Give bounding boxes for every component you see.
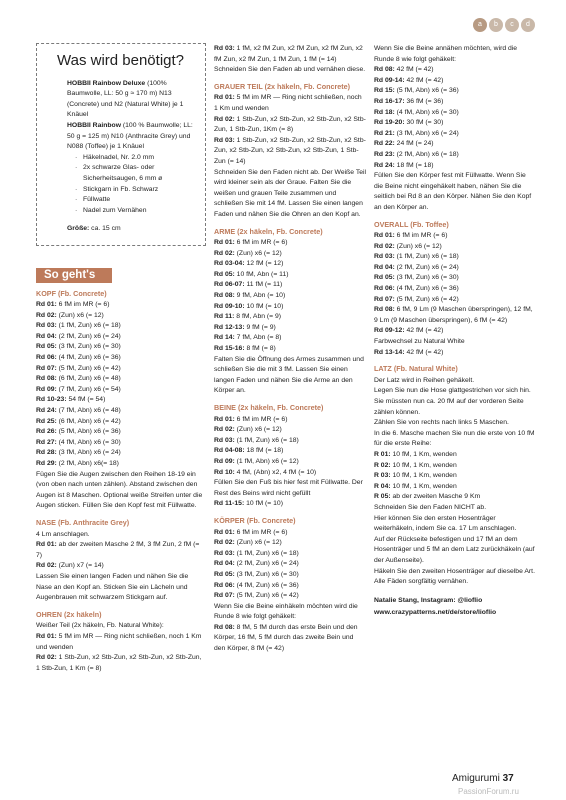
pattern-round: Rd 08: 6 fM, 9 Lm (9 Maschen überspringen), 12 fM, 9 Lm (9 Maschen überspringen), 6 fM (= 42)	[374, 306, 533, 324]
section-heading: KÖRPER (Fb. Concrete)	[214, 515, 296, 525]
instruction-text: Füllen Sie den Körper fest mit Füllwatte. Wenn Sie die Beine nicht eingehäkelt haben, nähen Sie die seitlich bei Rd 8 an den Körper. Nähen Sie den Kopf an den Körper an.	[374, 172, 532, 211]
material-item: · Häkelnadel, Nr. 2.0 mm	[75, 153, 195, 164]
page-dot: b	[489, 18, 503, 32]
pattern-round: Rd 06: (4 fM, Zun) x6 (= 36)	[36, 354, 121, 362]
pattern-round: Rd 10-23: 54 fM (= 54)	[36, 396, 106, 404]
pattern-round: Rd 02: (Zun) x7 (= 14)	[36, 562, 104, 570]
material-item: · Füllwatte	[75, 195, 195, 206]
pattern-round: Rd 09-14: 42 fM (= 42)	[374, 76, 444, 84]
instruction-text: Füllen Sie den Fuß bis hier fest mit Füllwatte. Der Rest des Beins wird nicht gefüllt	[214, 479, 363, 497]
pattern-round: Rd 07: (5 fM, Zun) x6 (= 42)	[214, 592, 299, 600]
material-paragraph-2: HOBBII Rainbow (100 % Baumwolle; LL: 50 g = 125 m) N10 (Anthracite Grey) und N088 (Toffee) je 1 Knäuel	[67, 121, 193, 151]
section-heading: BEINE (2x häkeln, Fb. Concrete)	[214, 403, 324, 412]
pattern-round: Rd 04-08: 18 fM (= 18)	[214, 447, 284, 455]
pattern-round: Rd 05: (3 fM, Zun) x6 (= 30)	[374, 274, 459, 282]
material-item: · Stickgarn in Fb. Schwarz	[75, 185, 195, 196]
section-heading: OVERALL (Fb. Toffee)	[374, 219, 449, 229]
instruction-text: Falten Sie die Öffnung des Armes zusammen und schließen Sie die mit 3 fM. Lassen Sie einen langen Faden und nähen Sie die Arme an den Körper an.	[214, 355, 364, 395]
pattern-round: Rd 07: (5 fM, Zun) x6 (= 42)	[374, 295, 459, 303]
pattern-round: Rd 04: (2 fM, Zun) x6 (= 24)	[374, 263, 459, 271]
pattern-round: Rd 27: (4 fM, Abn) x6 (= 30)	[36, 438, 121, 446]
pattern-round: R 01: 10 fM, 1 Km, wenden	[374, 450, 457, 458]
pattern-round: Rd 01: 6 fM im MR (= 6)	[374, 232, 448, 240]
pattern-round: Rd 24: 18 fM (= 18)	[374, 161, 434, 169]
pattern-round: Rd 03: (1 fM, Zun) x6 (= 18)	[36, 322, 121, 330]
pattern-round: Rd 07: (5 fM, Zun) x6 (= 42)	[36, 364, 121, 372]
pattern-round: Rd 02: 1 Stb-Zun, x2 Stb-Zun, x2 Stb-Zun, x2 Stb-Zun, 1 Stb-Zun, 1 Km (= 8)	[36, 654, 202, 672]
pattern-round: R 03: 10 fM, 1 Km, wenden	[374, 472, 457, 480]
author-credit: Natalie Stang, Instagram: @lioflio	[374, 596, 483, 604]
pattern-round: Rd 03: (1 fM, Zun) x6 (= 18)	[214, 549, 299, 557]
column-2	[214, 44, 366, 655]
instruction-text: Auf der Rückseite befestigen und 17 fM an dem Hosenträger und 5 fM an dem Latz zurückhäkeln (auf der Außenseite).	[374, 535, 535, 564]
pattern-round: Rd 01: 6 fM im MR (= 6)	[214, 415, 288, 423]
pattern-round: Rd 16-17: 36 fM (= 36)	[374, 97, 444, 105]
pattern-round: Rd 05: (3 fM, Zun) x6 (= 30)	[36, 343, 121, 351]
instruction-text: Hier können Sie den ersten Hosenträger weiterhäkeln, indem Sie ca. 17 Lm anschlagen.	[374, 514, 517, 533]
pattern-round: Rd 03: 1 fM, x2 fM Zun, x2 fM Zun, x2 fM Zun, x2 fM Zun, x2 fM Zun, 1 fM Zun, 1 fM (= 14)	[214, 45, 363, 63]
pattern-round: Rd 24: (7 fM, Abn) x6 (= 48)	[36, 407, 121, 415]
instruction-text: 4 Lm anschlagen.	[36, 530, 90, 538]
pattern-round: R 02: 10 fM, 1 Km, wenden	[374, 461, 457, 469]
page-dot: a	[473, 18, 487, 32]
instruction-text: Der Latz wird in Reihen gehäkelt.	[374, 376, 475, 384]
instruction-text: Farbwechsel zu Natural White	[374, 338, 465, 346]
instruction-text: Lassen Sie einen langen Faden und nähen Sie die Nase an den Kopf an. Sticken Sie ein Lächeln und Augenbrauen mit schwarzem Stickgarn auf.	[36, 572, 189, 602]
pattern-round: Rd 02: (Zun) x6 (= 12)	[214, 539, 282, 547]
pattern-round: Rd 09: (1 fM, Abn) x6 (= 12)	[214, 457, 299, 465]
magazine-name: Amigurumi	[452, 773, 500, 784]
section-heading: KOPF (Fb. Concrete)	[36, 288, 107, 298]
pattern-round: Rd 28: (3 fM, Abn) x6 (= 24)	[36, 449, 121, 457]
materials-box	[36, 43, 206, 246]
column-3-content	[374, 44, 536, 588]
pattern-round: Rd 09: (7 fM, Zun) x6 (= 54)	[36, 385, 121, 393]
section-heading: ARME (2x häkeln, Fb. Concrete)	[214, 226, 323, 236]
column-1	[36, 43, 206, 674]
size-info: Größe: ca. 15 cm	[67, 225, 121, 233]
pattern-round: Rd 22: 24 fM (= 24)	[374, 140, 434, 148]
instruction-text: Schneiden Sie den Faden ab und vernähen diese.	[214, 66, 366, 74]
pattern-round: Rd 11: 8 fM, Abn (= 9)	[214, 313, 282, 321]
pattern-round: Rd 01: 5 fM im MR — Ring nicht schließen, noch 1 Km und wenden	[214, 94, 362, 112]
instruction-text: Wenn Sie die Beine einhäkeln möchten wird die Runde 8 wie folgt gehäkelt:	[214, 602, 358, 621]
pattern-round: Rd 15-16: 8 fM (= 8)	[214, 345, 276, 353]
instruction-text: In die 6. Masche machen Sie nun die erste von 10 fM für die erste Reihe:	[374, 429, 535, 448]
instruction-text: Weißer Teil (2x häkeln, Fb. Natural White):	[36, 622, 164, 630]
pattern-round: Rd 21: (3 fM, Abn) x6 (= 24)	[374, 129, 459, 137]
pattern-round: Rd 01: 6 fM im MR (= 6)	[214, 239, 288, 247]
instruction-text: Alle Fäden sorgfältig vernähen.	[374, 578, 469, 586]
pattern-round: Rd 08: 8 fM, 5 fM durch das erste Bein und den Körper, 16 fM, 5 fM durch das zweite Bein und den Körper, 8 fM (= 42)	[214, 623, 358, 653]
pattern-round: Rd 03-04: 12 fM (= 12)	[214, 260, 284, 268]
pattern-round: Rd 10: 4 fM, (Abn) x2, 4 fM (= 10)	[214, 468, 317, 476]
section-heading: GRAUER TEIL (2x häkeln, Fb. Concrete)	[214, 81, 351, 91]
page-indicator-dots	[473, 18, 535, 32]
author-link[interactable]: www.crazypatterns.net/de/store/lioflio	[374, 609, 497, 617]
instruction-text: Fügen Sie die Augen zwischen den Reihen 18-19 ein (von oben nach unten zählen). Abstand zwischen den Augen ist 8 Maschen. Optional weiße Streifen unter die Augen sticken. Füllen Sie den Kopf fest mit Füllwatte.	[36, 470, 203, 510]
pattern-round: Rd 06: (4 fM, Zun) x6 (= 36)	[214, 581, 299, 589]
column-1-content	[36, 289, 206, 675]
instruction-text: Häkeln Sie den zweiten Hosenträger auf dieselbe Art.	[374, 567, 535, 575]
pattern-round: Rd 06-07: 11 fM (= 11)	[214, 281, 283, 289]
pattern-round: Rd 01: 6 fM im MR (= 6)	[36, 301, 110, 309]
pattern-round: Rd 29: (2 fM, Abn) x6(= 18)	[36, 460, 119, 467]
pattern-round: Rd 09-12: 42 fM (= 42)	[374, 327, 444, 335]
pattern-round: Rd 12-13: 9 fM (= 9)	[214, 323, 276, 331]
pattern-round: Rd 08: 42 fM (= 42)	[374, 66, 434, 74]
material-item: · 2x schwarze Glas- oder Sicherheitsaugen, 6 mm ø	[75, 163, 195, 184]
watermark: PassionForum.ru	[458, 787, 519, 796]
pattern-round: Rd 01: ab der zweiten Masche 2 fM, 3 fM Zun, 2 fM (= 7)	[36, 541, 200, 559]
materials-list	[67, 153, 195, 217]
pattern-round: Rd 11-15: 10 fM (= 10)	[214, 500, 283, 508]
instruction-text: Schneiden Sie den Faden NICHT ab.	[374, 503, 487, 511]
instruction-text: Legen Sie nun die Hose glattgestrichen vor sich hin. Sie müssten nun ca. 20 fM auf der vorderen Seite zählen können.	[374, 387, 531, 416]
material-item: · Nadel zum Vernähen	[75, 206, 195, 217]
pattern-round: Rd 03: 1 Stb-Zun, x2 Stb-Zun, x2 Stb-Zun, x2 Stb-Zun, x2 Stb-Zun, x2 Stb-Zun, x2 Stb-Zun, 1 Stb-Zun (= 14)	[214, 136, 366, 165]
pattern-round: Rd 14: 7 fM, Abn (= 8)	[214, 334, 282, 342]
pattern-round: Rd 02: (Zun) x6 (= 12)	[214, 426, 282, 434]
pattern-round: Rd 05: (3 fM, Zun) x6 (= 30)	[214, 570, 299, 578]
pattern-round: Rd 08: (6 fM, Zun) x6 (= 48)	[36, 375, 121, 383]
page-number: 37	[502, 773, 514, 784]
section-heading: LATZ (Fb. Natural White)	[374, 364, 458, 374]
instructions-banner: So geht's	[36, 268, 112, 283]
pattern-round: Rd 09-10: 10 fM (= 10)	[214, 302, 284, 310]
pattern-round: Rd 04: (2 fM, Zun) x6 (= 24)	[36, 332, 121, 340]
pattern-round: R 05: ab der zweiten Masche 9 Km	[374, 493, 481, 501]
pattern-round: Rd 03: (1 fM, Zun) x6 (= 18)	[374, 253, 459, 261]
pattern-round: Rd 02: (Zun) x6 (= 12)	[214, 249, 282, 257]
instruction-text: Schneiden Sie den Faden nicht ab. Der Weiße Teil wird kleiner sein als der Graue. Falten Sie die weißen und grauen Teile zusammen und schließen Sie mit 14 fM. Lassen Sie einen langen Faden und nähen Sie die Ohren an den Kopf an.	[214, 168, 367, 218]
page-dot: c	[505, 18, 519, 32]
instruction-text: Wenn Sie die Beine annähen möchten, wird die Runde 8 wie folgt gehäkelt:	[374, 45, 518, 63]
pattern-round: R 04: 10 fM, 1 Km, wenden	[374, 482, 457, 490]
section-heading: OHREN (2x häkeln)	[36, 609, 102, 619]
pattern-round: Rd 02: (Zun) x6 (= 12)	[36, 311, 104, 319]
pattern-round: Rd 18: (4 fM, Abn) x6 (= 30)	[374, 108, 459, 116]
material-paragraph-1: HOBBII Rainbow Deluxe (100% Baumwolle, LL: 50 g ≈ 170 m) N13 (Concrete) und N2 (Natural White) je 1 Knäuel	[67, 79, 184, 119]
pattern-round: Rd 06: (4 fM, Zun) x6 (= 36)	[374, 285, 459, 293]
page-dot: d	[521, 18, 535, 32]
pattern-round: Rd 03: (1 fM, Zun) x6 (= 18)	[214, 436, 299, 444]
column-3	[374, 44, 536, 619]
pattern-round: Rd 05: 10 fM, Abn (= 11)	[214, 270, 289, 278]
pattern-round: Rd 19-20: 30 fM (= 30)	[374, 119, 444, 127]
materials-title: Was wird benötigt?	[57, 52, 185, 69]
pattern-round: Rd 15: (5 fM, Abn) x6 (= 36)	[374, 87, 459, 95]
pattern-round: Rd 25: (6 fM, Abn) x6 (= 42)	[36, 417, 121, 425]
pattern-round: Rd 23: (2 fM, Abn) x6 (= 18)	[374, 150, 459, 158]
pattern-round: Rd 01: 6 fM im MR (= 6)	[214, 528, 288, 536]
page-footer	[452, 773, 514, 784]
pattern-round: Rd 02: (Zun) x6 (= 12)	[374, 242, 442, 250]
pattern-round: Rd 08: 9 fM, Abn (= 10)	[214, 292, 286, 300]
pattern-round: Rd 13-14: 42 fM (= 42)	[374, 348, 444, 356]
pattern-round: Rd 04: (2 fM, Zun) x6 (= 24)	[214, 560, 299, 568]
pattern-round: Rd 02: 1 Stb-Zun, x2 Stb-Zun, x2 Stb-Zun, x2 Stb-Zun, 1 Stb-Zun, 1Km (= 8)	[214, 115, 366, 134]
pattern-round: Rd 01: 5 fM im MR — Ring nicht schließen, noch 1 Km und wenden	[36, 632, 202, 651]
section-heading: NASE (Fb. Anthracite Grey)	[36, 517, 130, 527]
pattern-round: Rd 26: (5 fM, Abn) x6 (= 36)	[36, 428, 121, 436]
instruction-text: Zählen Sie von rechts nach links 5 Maschen.	[374, 419, 509, 427]
